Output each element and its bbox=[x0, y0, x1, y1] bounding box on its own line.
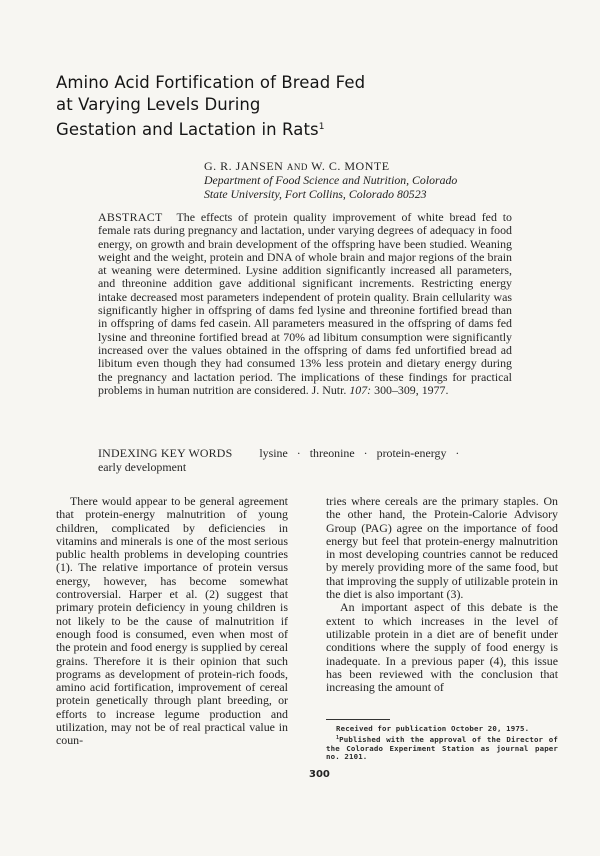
affiliation-line-1: Department of Food Science and Nutrition, Colorado bbox=[204, 173, 458, 187]
body-right-column bbox=[326, 495, 558, 694]
body-left-column bbox=[56, 495, 288, 748]
keyword-separator: · bbox=[363, 446, 368, 460]
abstract-label: ABSTRACT bbox=[98, 210, 163, 224]
footnote-1 bbox=[326, 734, 558, 762]
footnote-rule bbox=[326, 719, 390, 720]
body-paragraph: There would appear to be general agreement that protein-energy malnutrition of young children, complicated by deficiencies in vitamins and minerals is one of the most serious public health problems in developing countries (1). The relative importance of protein versus energy, however, has become somewhat controversial. Harper et al. (2) suggest that primary protein deficiency in young children is not likely to be the cause of malnutrition if enough food is consumed, even when most of the protein and food energy is supplied by cereal grains. Therefore it is their opinion that such programs as development of protein-rich foods, amino acid fortification, improvement of cereal protein genetically through plant breeding, or efforts to increase legume production and utilization, may not be of real practical value in coun- bbox=[56, 494, 288, 748]
indexing-key-words bbox=[98, 447, 512, 474]
title-footnote-mark: 1 bbox=[318, 122, 325, 132]
title-line-2: at Varying Levels During bbox=[56, 95, 261, 114]
author-2: W. C. MONTE bbox=[311, 159, 390, 173]
authors bbox=[204, 159, 390, 174]
affiliation-line-2: State University, Fort Collins, Colorado 80523 bbox=[204, 187, 427, 201]
title-line-3 bbox=[56, 116, 476, 141]
footnotes bbox=[326, 725, 558, 762]
footnote-1-text: Published with the approval of the Director of the Colorado Experiment Station as journal paper no. 2101. bbox=[326, 734, 558, 762]
body-paragraph: An important aspect of this debate is the extent to which increases in the level of utilizable protein in a diet are of benefit under conditions where the supply of food energy is inadequate. In a previous paper (4), this issue has been reviewed with the conclusion that increasing the amount of bbox=[326, 600, 558, 695]
footnote-received: Received for publication October 20, 1975. bbox=[336, 724, 530, 733]
citation-pages-year: 300–309, 1977. bbox=[374, 382, 449, 397]
author-conjunction: AND bbox=[286, 162, 308, 172]
keyword-separator: · bbox=[455, 446, 460, 460]
author-1: G. R. JANSEN bbox=[204, 159, 284, 173]
keyword: threonine bbox=[309, 446, 355, 460]
page-number: 300 bbox=[309, 769, 330, 780]
body-paragraph: tries where cereals are the primary staples. On the other hand, the Protein-Calorie Advisory Group (PAG) agree on the importance of food energy but feel that protein-energy malnutrition in most developing countries cannot be reduced by merely providing more of the same food, but that improving the supply of utilizable protein in the diet is also important (3). bbox=[326, 494, 558, 602]
affiliation bbox=[204, 173, 534, 201]
title-line-1: Amino Acid Fortification of Bread Fed bbox=[56, 73, 366, 92]
citation-journal: J. Nutr. bbox=[311, 382, 347, 397]
article-title bbox=[56, 72, 476, 141]
keyword: early development bbox=[98, 459, 187, 474]
keyword: protein-energy bbox=[376, 446, 447, 460]
footnote-1-mark: 1 bbox=[336, 734, 340, 741]
abstract bbox=[98, 211, 512, 397]
citation-volume: 107: bbox=[349, 382, 372, 397]
title-line-3-text: Gestation and Lactation in Rats bbox=[56, 120, 319, 139]
keyword: lysine bbox=[259, 446, 288, 460]
keyword-separator: · bbox=[296, 446, 301, 460]
keywords-label: INDEXING KEY WORDS bbox=[98, 446, 233, 460]
abstract-text: The effects of protein quality improvement of white bread fed to female rats during pregnancy and lactation, under varying degrees of adequacy in food energy, on growth and brain development of the offspring have been studied. Weaning weight and the weight, protein and DNA of whole brain and major regions of the brain at weaning were determined. Lysine addition significantly increased all parameters, and threonine addition gave additional significant increments. Restricting energy intake decreased most parameters independent of protein quality. Brain cellularity was significantly higher in offspring of dams fed lysine and threonine fortified bread than in offspring of dams fed casein. All parameters measured in the offspring of dams fed lysine and threonine fortified bread at 70% ad libitum consumption were significantly increased over the values obtained in the offspring of dams fed unfortified bread ad libitum even though they had consumed 13% less protein and dietary energy during the pregnancy and lactation period. The implications of these findings for practical problems in human nutrition are considered. bbox=[98, 210, 512, 397]
